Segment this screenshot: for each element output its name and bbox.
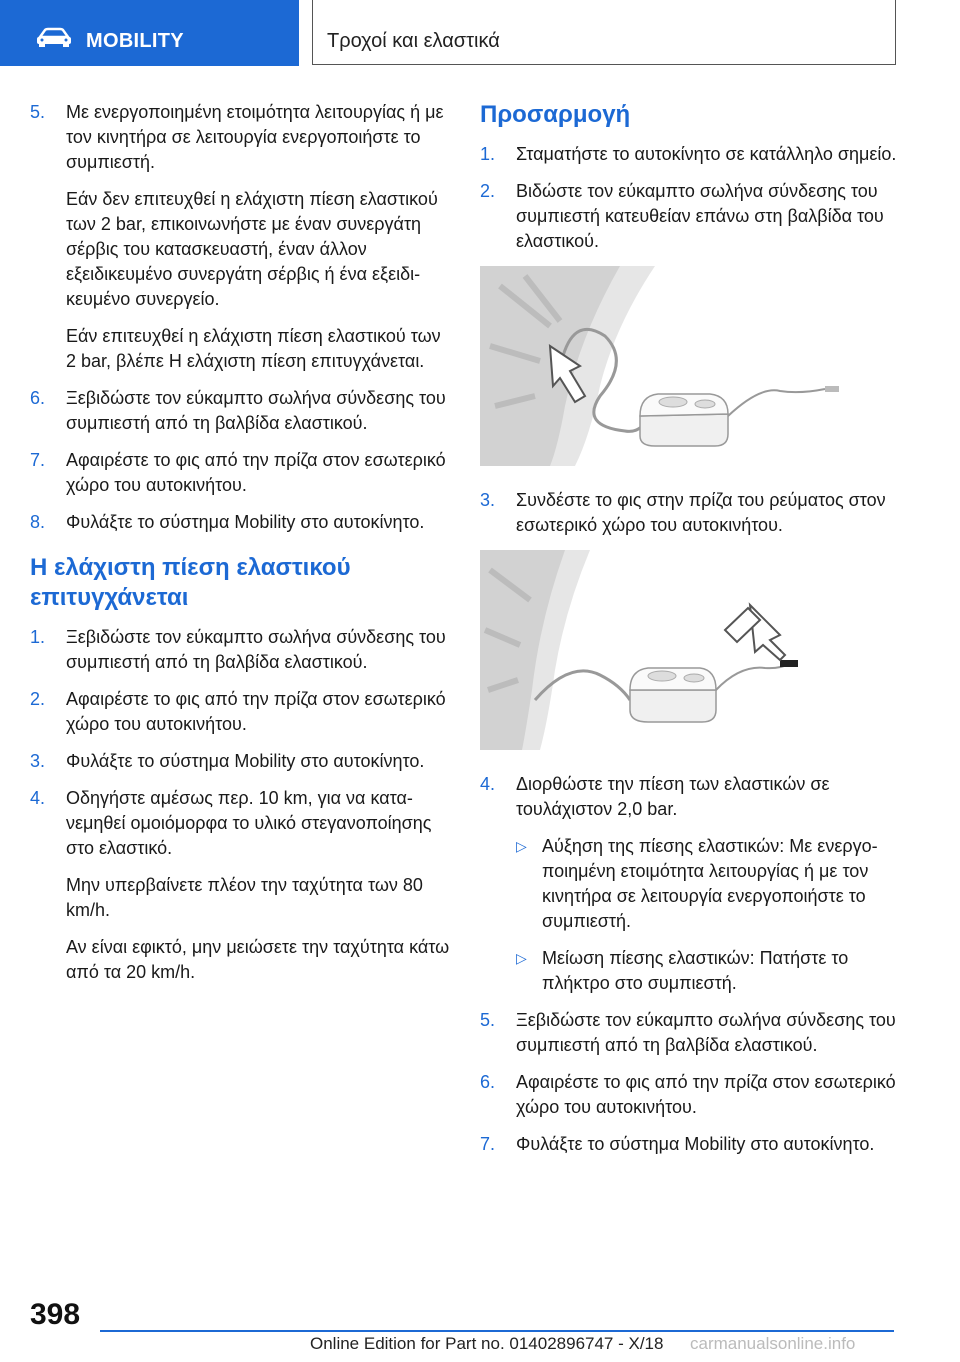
step-2: [480, 179, 900, 254]
step-text: Ξεβιδώστε τον εύκαμπτο σωλήνα σύνδεσης του συμπιεστή από τη βαλβίδα ελαστικού.: [516, 1010, 896, 1055]
sub-step-text: Μείωση πίεσης ελαστικών: Πατήστε το πλήκτρο στο συμπιεστή.: [542, 948, 849, 993]
step-number: 7.: [30, 450, 46, 470]
step-number: 2.: [480, 181, 496, 201]
compressor-plug-illustration: [480, 550, 900, 750]
step-8: [30, 510, 450, 535]
step-5: [30, 100, 450, 175]
edition-text: Online Edition for Part no. 01402896747 - X/18: [310, 1334, 664, 1353]
step-number: 5.: [30, 102, 46, 122]
step-3: [30, 749, 450, 774]
step-7: [30, 448, 450, 498]
step-6: [480, 1070, 900, 1120]
right-column: [480, 100, 900, 1169]
step-text: Συνδέστε το φις στην πρίζα του ρεύματος στον εσωτερικό χώρο του αυτοκινήτου.: [516, 490, 886, 535]
step-number: 4.: [480, 774, 496, 794]
car-icon: [36, 27, 72, 47]
step-4: [30, 786, 450, 861]
note-paragraph: Μην υπερβαίνετε πλέον την ταχύτητα των 80 km/h.: [66, 875, 423, 920]
left-column: [30, 100, 450, 997]
triangle-bullet-icon: ▷: [516, 838, 527, 854]
chapter-title-box: [312, 0, 896, 65]
step-text: Αφαιρέστε το φις από την πρίζα στον εσωτερικό χώρο του αυτοκινήτου.: [66, 450, 446, 495]
step-4: [480, 772, 900, 822]
step-number: 8.: [30, 512, 46, 532]
step-text: Βιδώστε τον εύκαμπτο σωλήνα σύνδεσης του συμπιεστή κατευθείαν επάνω στη βαλβίδα του ελαστικού.: [516, 181, 884, 251]
note-paragraph: Εάν επιτευχθεί η ελάχιστη πίεση ελαστικού των 2 bar, βλέπε Η ελάχιστη πίεση επιτυγχάνεται.: [66, 326, 441, 371]
illustration-valve-connection: [480, 266, 900, 466]
sub-step-increase: [480, 834, 900, 934]
step-number: 2.: [30, 689, 46, 709]
step-1: [30, 625, 450, 675]
section-tab: [0, 0, 299, 66]
step-number: 1.: [30, 627, 46, 647]
step-6: [30, 386, 450, 436]
page-header: [0, 0, 960, 68]
step-2: [30, 687, 450, 737]
section-heading: Η ελάχιστη πίεση ελαστικού επιτυγχάνεται: [30, 554, 351, 611]
triangle-bullet-icon: ▷: [516, 950, 527, 966]
illustration-power-plug: [480, 550, 900, 750]
watermark: carmanualsonline.info: [690, 1334, 856, 1353]
section-label: MOBILITY: [86, 30, 184, 52]
section-heading: Προσαρμογή: [480, 101, 631, 128]
step-text: Οδηγήστε αμέσως περ. 10 km, για να κατανεμηθεί ομοιόμορφα το υλικό στεγανοποίησης στο ελαστικό.: [66, 788, 432, 858]
note-paragraph: Αν είναι εφικτό, μην μειώσετε την ταχύτητα κάτω από τα 20 km/h.: [66, 937, 450, 982]
page-number: 398: [30, 1298, 81, 1331]
step-number: 6.: [480, 1072, 496, 1092]
step-text: Αφαιρέστε το φις από την πρίζα στον εσωτερικό χώρο του αυτοκινήτου.: [516, 1072, 896, 1117]
sub-step-text: Αύξηση της πίεσης ελαστικών: Με ενεργοποιημένη ετοιμότητα λειτουργίας ή με τον κινητήρα σε λειτουργία ενεργοποιήστε το συμπιεστή.: [542, 836, 878, 931]
step-text: Φυλάξτε το σύστημα Mobility στο αυτοκίνητο.: [66, 512, 425, 532]
step-number: 7.: [480, 1134, 496, 1154]
step-number: 3.: [30, 751, 46, 771]
tire-compressor-illustration: [480, 266, 900, 466]
step-number: 6.: [30, 388, 46, 408]
step-text: Διορθώστε την πίεση των ελαστικών σε τουλάχιστον 2,0 bar.: [516, 774, 830, 819]
step-7: [480, 1132, 900, 1157]
step-text: Με ενεργοποιημένη ετοιμότητα λειτουργίας ή με τον κινητήρα σε λειτουργία ενεργοποιήστε το συμπιεστή.: [66, 102, 444, 172]
note-paragraph: Εάν δεν επιτευχθεί η ελάχιστη πίεση ελαστικού των 2 bar, επικοινωνήστε με έναν συνεργάτη σέρβις του κατασκευαστή, έναν άλλον εξειδικευμένο συνεργάτη σέρβις ή ένα εξειδικευμένο συνεργείο.: [66, 189, 438, 309]
step-number: 1.: [480, 144, 496, 164]
footer-divider: [100, 1330, 894, 1332]
step-number: 5.: [480, 1010, 496, 1030]
step-text: Ξεβιδώστε τον εύκαμπτο σωλήνα σύνδεσης του συμπιεστή από τη βαλβίδα ελαστικού.: [66, 388, 446, 433]
chapter-title: Τροχοί και ελαστικά: [327, 30, 500, 52]
step-number: 4.: [30, 788, 46, 808]
step-5: [480, 1008, 900, 1058]
step-number: 3.: [480, 490, 496, 510]
step-3: [480, 488, 900, 538]
step-1: [480, 142, 900, 167]
step-text: Φυλάξτε το σύστημα Mobility στο αυτοκίνητο.: [66, 751, 425, 771]
step-text: Σταματήστε το αυτοκίνητο σε κατάλληλο σημείο.: [516, 144, 897, 164]
step-text: Φυλάξτε το σύστημα Mobility στο αυτοκίνητο.: [516, 1134, 875, 1154]
step-text: Ξεβιδώστε τον εύκαμπτο σωλήνα σύνδεσης του συμπιεστή από τη βαλβίδα ελαστικού.: [66, 627, 446, 672]
sub-step-decrease: [480, 946, 900, 996]
step-text: Αφαιρέστε το φις από την πρίζα στον εσωτερικό χώρο του αυτοκινήτου.: [66, 689, 446, 734]
